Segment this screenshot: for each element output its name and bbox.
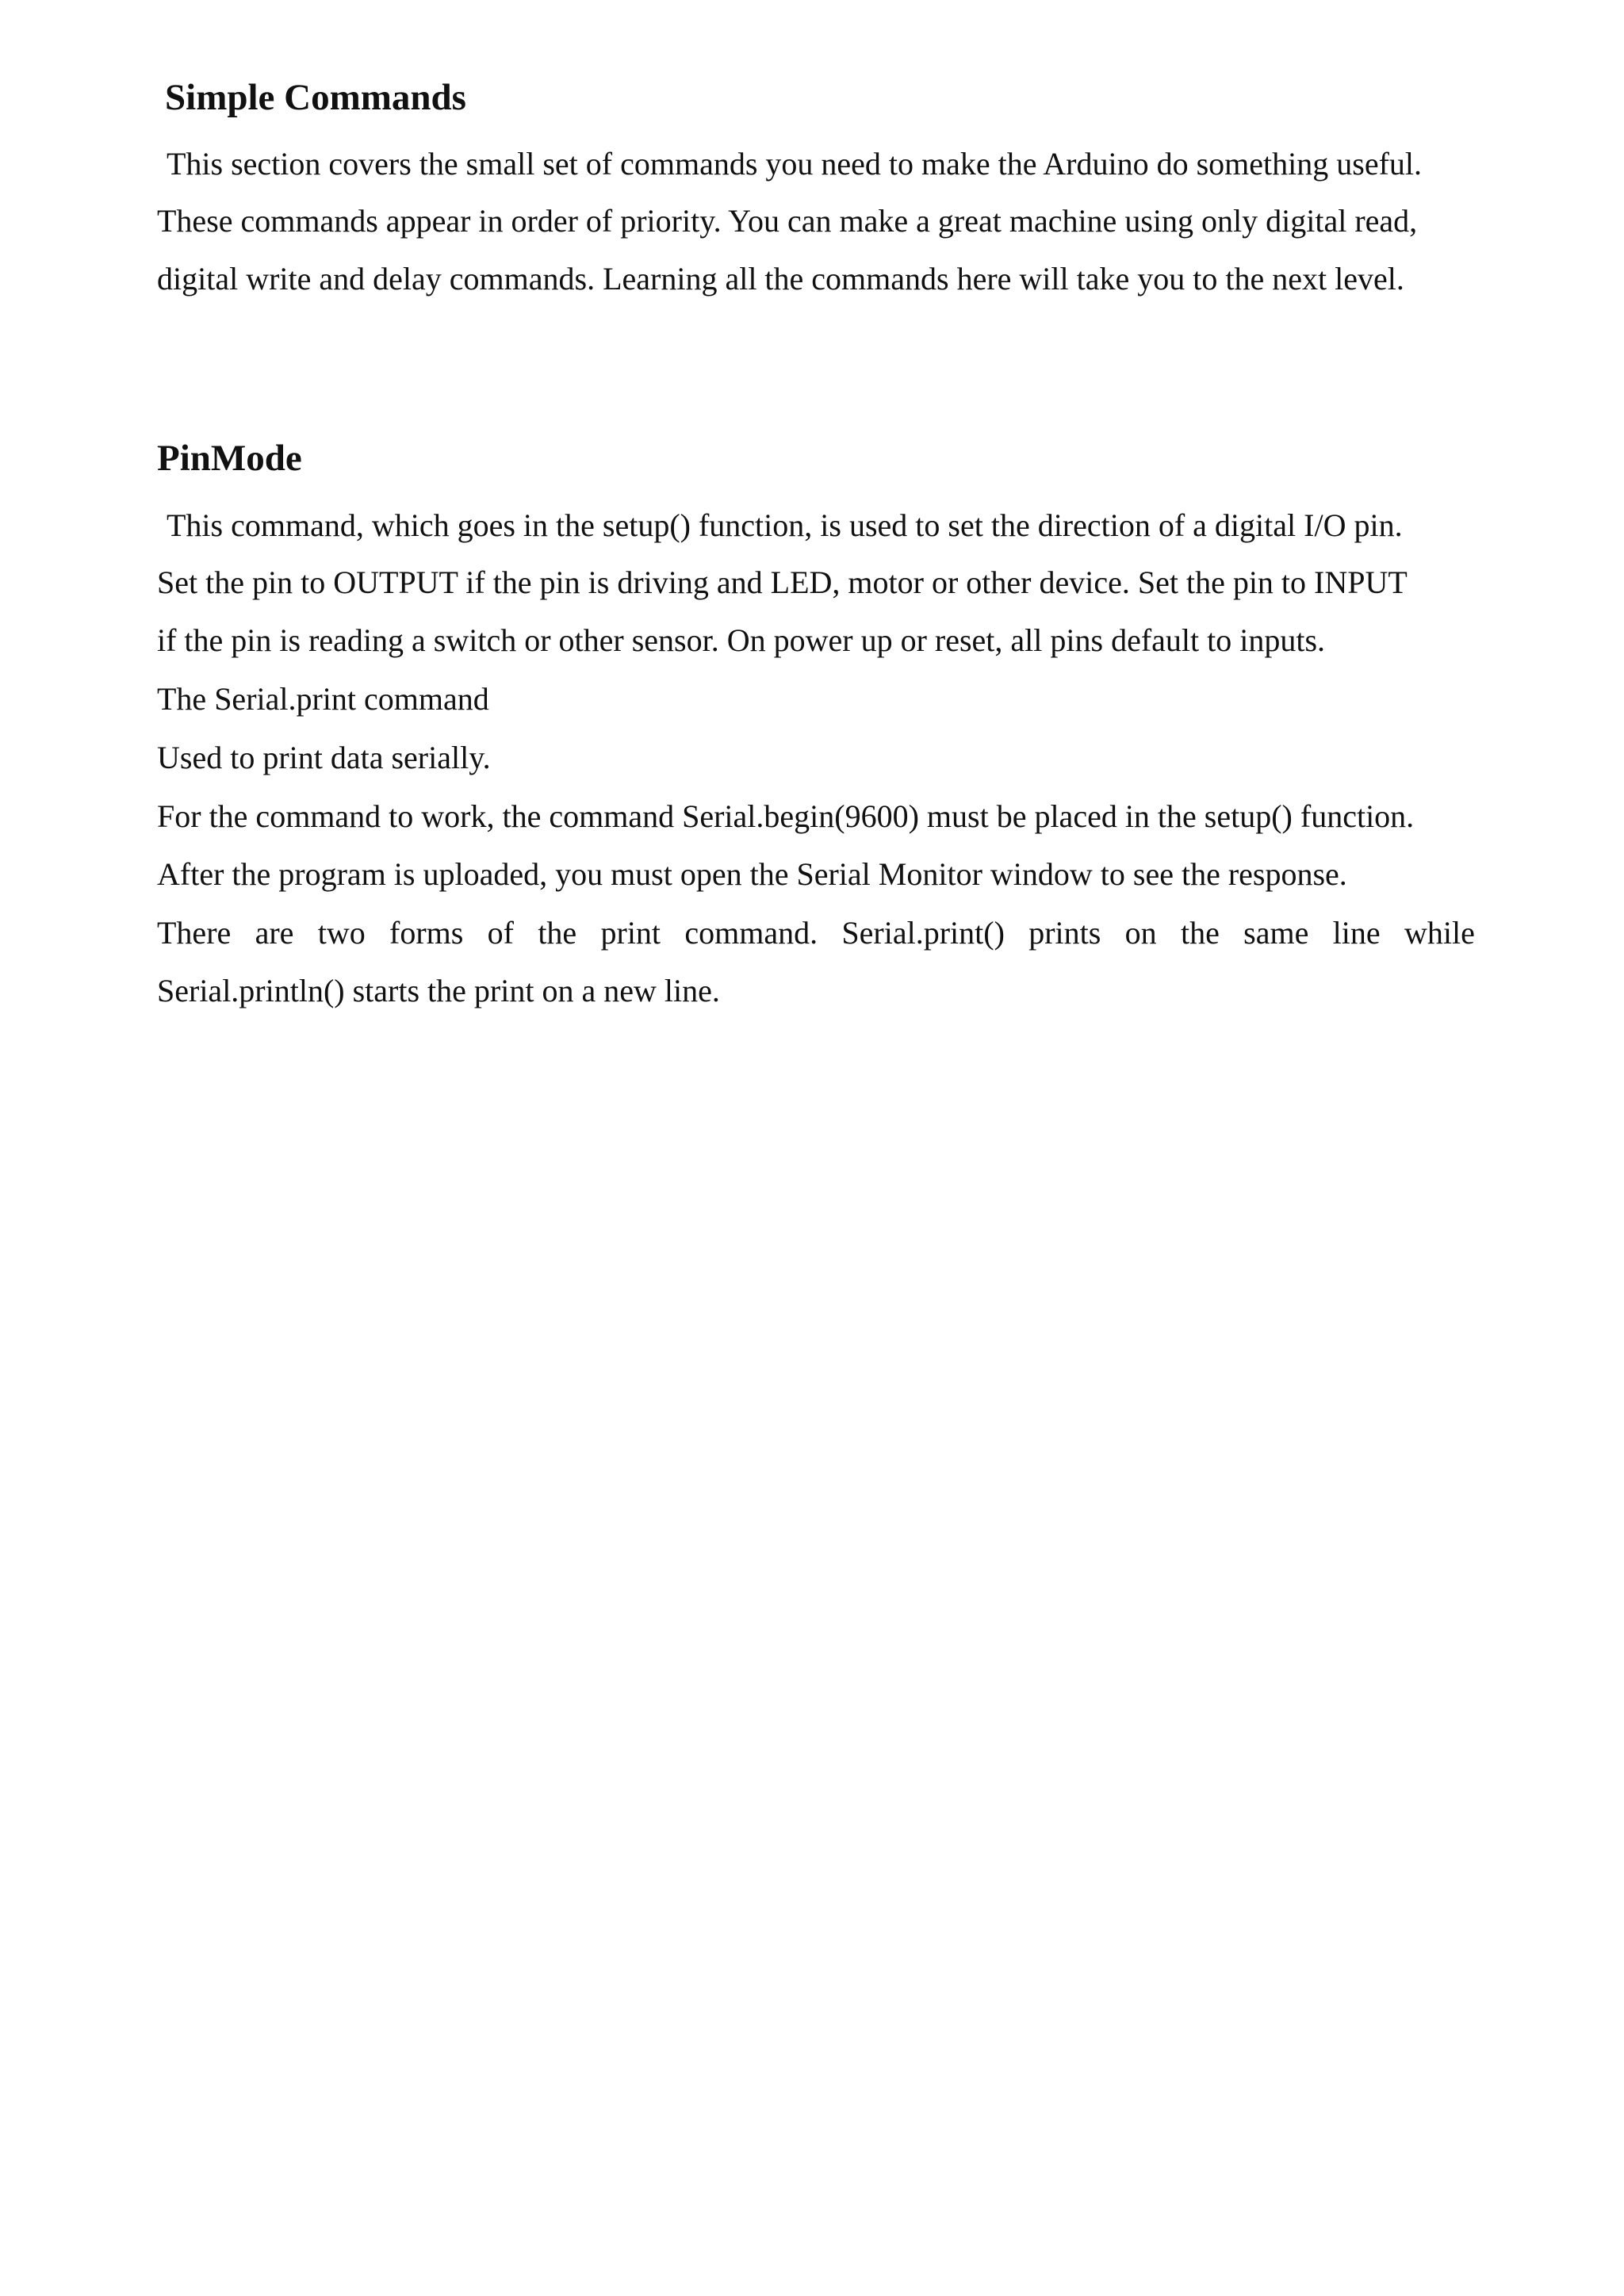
body-line: This command, which goes in the setup() function, is used to set the direction of a digital I/O pin.: [167, 507, 1403, 543]
serial-usage-line: Used to print data serially.: [157, 740, 491, 775]
word: are: [255, 915, 294, 951]
word: There: [157, 915, 232, 951]
body-line: Serial.println() starts the print on a new line.: [157, 973, 720, 1008]
word: line: [1332, 915, 1381, 951]
simple-commands-heading: Simple Commands: [165, 77, 466, 118]
word: Serial.print(): [841, 915, 1005, 951]
word: same: [1243, 915, 1309, 951]
body-line: digital write and delay commands. Learning all the commands here will take you to the next level.: [157, 261, 1404, 297]
serial-print-title-line: The Serial.print command: [157, 681, 489, 717]
word: on: [1124, 915, 1157, 951]
body-line: if the pin is reading a switch or other sensor. On power up or reset, all pins default to inputs.: [157, 622, 1326, 658]
body-line: After the program is uploaded, you must open the Serial Monitor window to see the response.: [157, 856, 1347, 892]
word: prints: [1028, 915, 1101, 951]
word: forms: [389, 915, 464, 951]
body-line: Set the pin to OUTPUT if the pin is driving and LED, motor or other device. Set the pin to INPUT: [157, 564, 1408, 600]
word: print: [600, 915, 661, 951]
word: command.: [684, 915, 818, 951]
pinmode-heading: PinMode: [157, 438, 302, 479]
word: of: [487, 915, 514, 951]
body-line: This section covers the small set of commands you need to make the Arduino do something useful.: [167, 146, 1423, 182]
body-line: For the command to work, the command Serial.begin(9600) must be placed in the setup() function.: [157, 798, 1415, 834]
word: the: [1180, 915, 1220, 951]
body-line: These commands appear in order of priority. You can make a great machine using only digital read,: [157, 203, 1418, 239]
word: two: [317, 915, 366, 951]
word: the: [538, 915, 577, 951]
word: while: [1404, 915, 1475, 951]
body-line-justified: [157, 917, 1475, 949]
